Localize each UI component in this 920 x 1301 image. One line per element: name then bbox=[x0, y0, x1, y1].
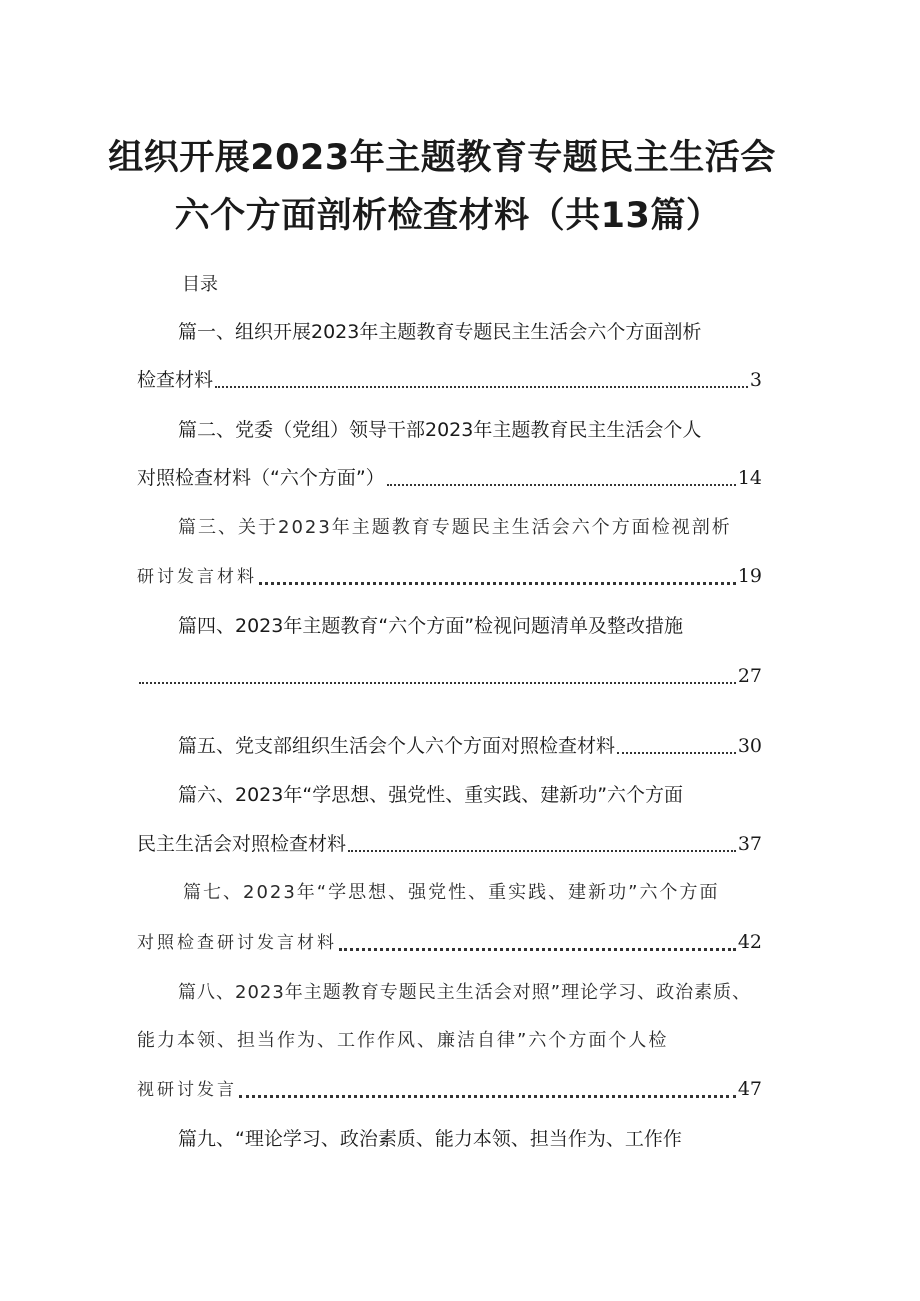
toc-entry-3-line-1: 篇三、关于2023年主题教育专题民主生活会六个方面检视剖析 bbox=[178, 517, 732, 538]
toc-entry-7-page: 42 bbox=[737, 931, 762, 953]
toc-entry-7-line-1: 篇七、2023年“学思想、强党性、重实践、建新功”六个方面 bbox=[183, 882, 720, 903]
toc-entry-1-line-1: 篇一、组织开展2023年主题教育专题民主生活会六个方面剖析 bbox=[178, 321, 702, 343]
document-title-line-2: 六个方面剖析检查材料（共13篇） bbox=[174, 196, 722, 236]
toc-entry-5-page: 30 bbox=[737, 735, 762, 757]
dot-leader bbox=[139, 668, 736, 684]
toc-label: 目录 bbox=[182, 274, 218, 295]
toc-entry-6-page: 37 bbox=[737, 833, 762, 855]
toc-entry-2-leader[interactable] bbox=[137, 466, 762, 490]
toc-entry-8-page: 47 bbox=[737, 1078, 762, 1100]
toc-entry-1-line-2: 检查材料 bbox=[137, 369, 214, 391]
toc-entry-4-leader[interactable] bbox=[137, 664, 762, 688]
document-title-line-1: 组织开展2023年主题教育专题民主生活会 bbox=[108, 138, 776, 178]
toc-entry-7-leader[interactable] bbox=[137, 930, 762, 955]
dot-leader bbox=[259, 568, 736, 585]
toc-entry-7-line-2: 对照检查研讨发言材料 bbox=[137, 933, 337, 953]
toc-entry-9-line-1: 篇九、“理论学习、政治素质、能力本领、担当作为、工作作 bbox=[178, 1128, 682, 1150]
dot-leader bbox=[617, 738, 736, 754]
dot-leader bbox=[215, 372, 748, 388]
dot-leader bbox=[339, 934, 736, 951]
dot-leader bbox=[387, 470, 736, 486]
toc-entry-2-line-2: 对照检查材料（“六个方面”） bbox=[137, 467, 385, 489]
toc-entry-1-page: 3 bbox=[749, 369, 762, 391]
dot-leader bbox=[348, 836, 736, 852]
toc-entry-5-leader[interactable] bbox=[178, 734, 762, 758]
toc-entry-6-leader[interactable] bbox=[137, 832, 762, 856]
toc-entry-8-line-2: 能力本领、担当作为、工作作风、廉洁自律”六个方面个人检 bbox=[137, 1030, 669, 1051]
toc-entry-4-line-1: 篇四、2023年主题教育“六个方面”检视问题清单及整改措施 bbox=[178, 615, 684, 637]
toc-entry-8-leader[interactable] bbox=[137, 1077, 762, 1102]
toc-entry-3-page: 19 bbox=[737, 565, 762, 587]
toc-entry-2-line-1: 篇二、党委（党组）领导干部2023年主题教育民主生活会个人 bbox=[178, 419, 702, 441]
toc-entry-8-line-3: 视研讨发言 bbox=[137, 1080, 237, 1100]
toc-entry-2-page: 14 bbox=[737, 467, 762, 489]
toc-entry-6-line-1: 篇六、2023年“学思想、强党性、重实践、建新功”六个方面 bbox=[178, 784, 684, 806]
dot-leader bbox=[239, 1081, 736, 1098]
toc-entry-3-leader[interactable] bbox=[137, 564, 762, 589]
toc-entry-5-line-1: 篇五、党支部组织生活会个人六个方面对照检查材料 bbox=[178, 735, 616, 757]
toc-entry-4-page: 27 bbox=[737, 665, 762, 687]
toc-entry-1-leader[interactable] bbox=[137, 368, 762, 392]
toc-entry-3-line-2: 研讨发言材料 bbox=[137, 567, 257, 587]
toc-entry-6-line-2: 民主生活会对照检查材料 bbox=[137, 833, 347, 855]
toc-entry-8-line-1: 篇八、2023年主题教育专题民主生活会对照”理论学习、政治素质、 bbox=[178, 982, 752, 1003]
